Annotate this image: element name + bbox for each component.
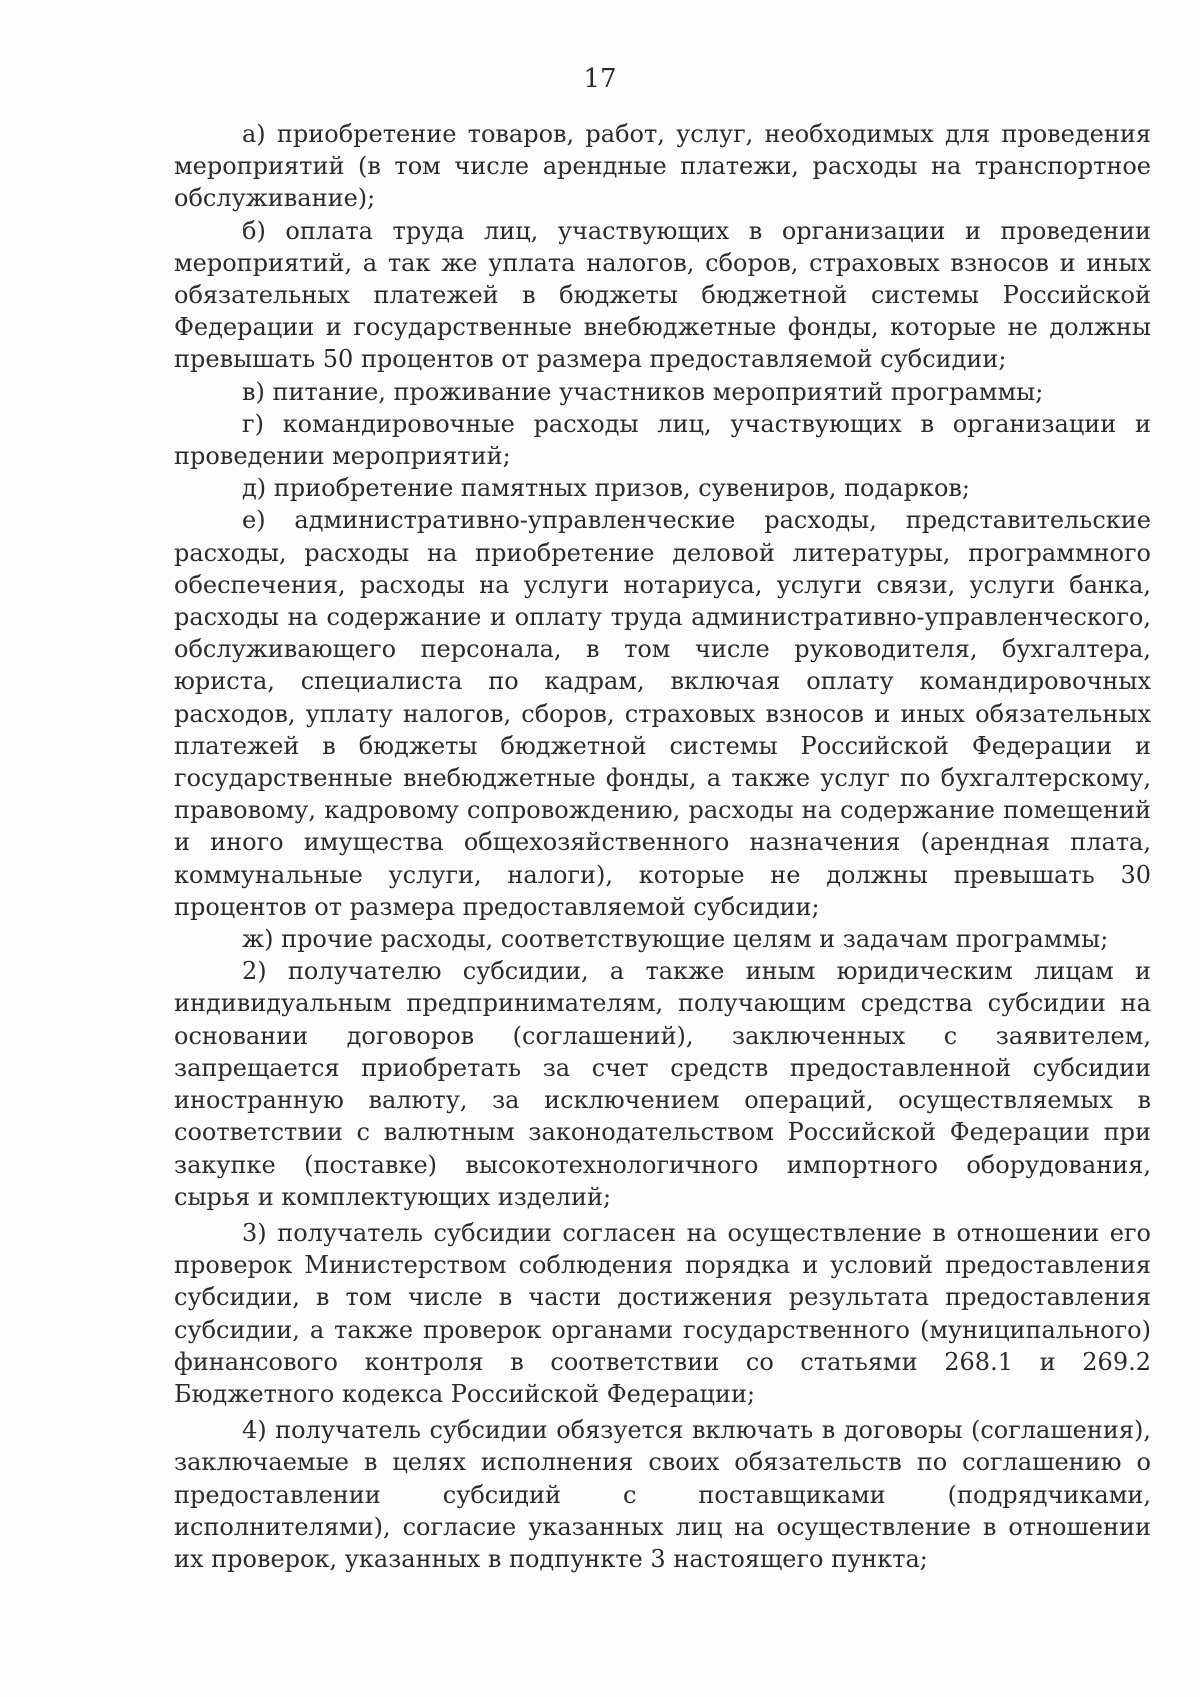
document-body [174, 118, 1151, 1575]
page-number: 17 [583, 64, 617, 94]
paragraph-v: в) питание, проживание участников мероприятий программы; [242, 377, 1044, 406]
paragraph-a: а) приобретение товаров, работ, услуг, необходимых для проведения мероприятий (в том числе арендные платежи, расходы на транспортное обслуживание); [174, 120, 1151, 213]
paragraph-4: 4) получатель субсидии обязуется включать в договоры (соглашения), заключаемые в целях исполнения своих обязательств по соглашению о предоставлении субсидий с поставщиками (подрядчиками, исполнителями), согласие указанных лиц на осуществление в отношении их проверок, указанных в подпункте 3 настоящего пункта; [174, 1416, 1151, 1573]
paragraph-zh: ж) прочие расходы, соответствующие целям и задачам программы; [242, 925, 1109, 954]
paragraph-d: д) приобретение памятных призов, сувениров, подарков; [242, 474, 971, 503]
paragraph-b: б) оплата труда лиц, участвующих в организации и проведении мероприятий, а так же уплата налогов, сборов, страховых взносов и иных обязательных платежей в бюджеты бюджетной системы Российской Федерации и государственные внебюджетные фонды, которые не должны превышать 50 процентов от размера предоставляемой субсидии; [174, 216, 1151, 374]
paragraph-e: е) административно-управленческие расходы, представительские расходы, расходы на приобретение деловой литературы, программного обеспечения, расходы на услуги нотариуса, услуги связи, услуги банка, расходы на содержание и оплату труда административно-управленческого, обслуживающего персонала, в том числе руководителя, бухгалтера, юриста, специалиста по кадрам, включая оплату командировочных расходов, уплату налогов, сборов, страховых взносов и иных обязательных платежей в бюджеты бюджетной системы Российской Федерации и государственные внебюджетные фонды, а также услуг по бухгалтерскому, правовому, кадровому сопровождению, расходы на содержание помещений и иного имущества общехозяйственного назначения (арендная плата, коммунальные услуги, налоги), которые не должны превышать 30 процентов от размера предоставляемой субсидии; [174, 506, 1151, 921]
paragraph-2: 2) получателю субсидии, а также иным юридическим лицам и индивидуальным предпринимателям, получающим средства субсидии на основании договоров (соглашений), заключенных с заявителем, запрещается приобретать за счет средств предоставленной субсидии иностранную валюту, за исключением операций, осуществляемых в соответствии с валютным законодательством Российской Федерации при закупке (поставке) высокотехнологичного импортного оборудования, сырья и комплектующих изделий; [174, 957, 1151, 1211]
paragraph-3: 3) получатель субсидии согласен на осуществление в отношении его проверок Министерством соблюдения порядка и условий предоставления субсидии, в том числе в части достижения результата предоставления субсидии, а также проверок органами государственного (муниципального) финансового контроля в соответствии со статьями 268.1 и 269.2 Бюджетного кодекса Российской Федерации; [174, 1218, 1151, 1408]
paragraph-g: г) командировочные расходы лиц, участвующих в организации и проведении мероприятий; [174, 409, 1151, 471]
